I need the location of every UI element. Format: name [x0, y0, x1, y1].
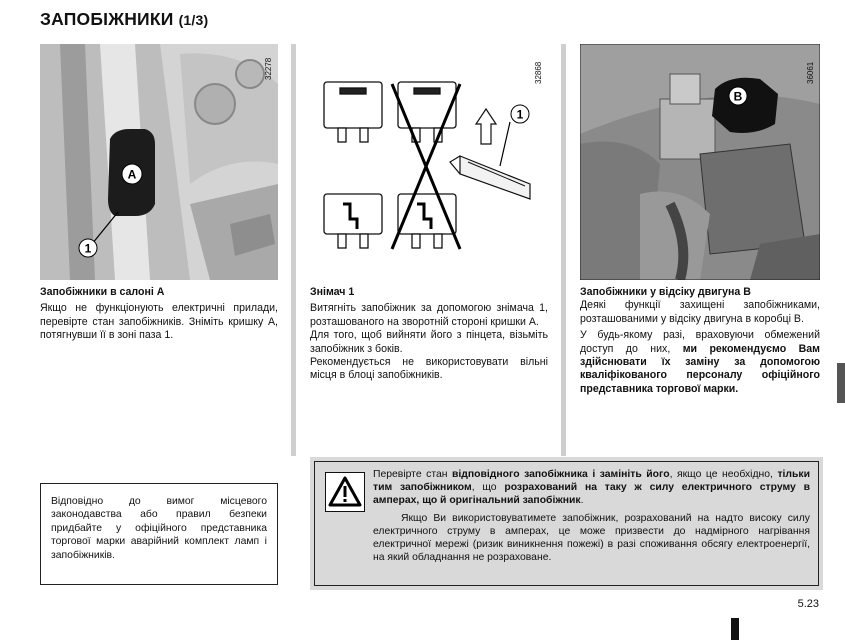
page-number: 5.23 [797, 598, 819, 610]
section-body: Якщо не функціонують електричні прилади, перевірте стан запобіжників. Зніміть кришку A, потягнувши її в зоні паза 1. [40, 302, 278, 342]
warning-text-bold: розрахований на таку ж силу електричного струму в амперах, що й оригінальний запобіжник [373, 482, 811, 507]
warning-box [310, 457, 823, 590]
warning-text-run: , що [471, 482, 505, 494]
notice-text: Відповідно до вимог місцевого законодавства або правил безпеки придбайте у офіційного представника торгової марки аварійний комплект ламп і запобіжників. [51, 496, 267, 561]
warning-text-run: Перевірте стан [373, 469, 453, 480]
page-title-text: ЗАПОБІЖНИКИ [40, 9, 174, 29]
figure-ref-code: 32868 [534, 61, 543, 84]
label-b: B [733, 89, 743, 104]
engine-fuse-figure [580, 44, 820, 280]
figure-ref-code: 32278 [264, 57, 273, 80]
engine-fuses-section [580, 286, 820, 396]
body-text-bold: ми рекомендуємо Вам здійснювати їх заміну за допомогою кваліфікованого персоналу офіційного представника торгової марки. [580, 342, 820, 395]
column-divider [561, 44, 566, 456]
warning-paragraph [373, 468, 810, 508]
interior-illustration [40, 44, 278, 280]
column-divider [291, 44, 296, 456]
fuse-puller-figure [310, 44, 548, 280]
page-title [40, 9, 208, 30]
warning-text-bold: відповідного запобіжника і замініть його [452, 469, 670, 480]
section-body: Для того, щоб вийняти його з пінцета, візьміть запобіжник з боків. [310, 329, 548, 355]
interior-fuses-section [40, 286, 278, 343]
section-tab [837, 363, 845, 403]
label-1: 1 [84, 241, 92, 256]
warning-triangle-icon [325, 472, 365, 512]
notice-box [40, 483, 278, 585]
interior-fuse-figure [40, 44, 278, 280]
puller-section [310, 286, 548, 383]
section-body: Рекомендується не використовувати вільні місця в блоці запобіжників. [310, 356, 548, 382]
warning-text-run: . [580, 495, 584, 507]
figure-ref-code: 36061 [806, 61, 815, 84]
engine-compartment-illustration [580, 44, 820, 280]
fuse-puller-illustration [310, 44, 548, 280]
section-heading: Запобіжники в салоні A [40, 286, 165, 298]
section-body [580, 329, 820, 396]
page-title-suffix: (1/3) [178, 12, 209, 28]
label-1: 1 [516, 107, 524, 122]
warning-text-bold: тільки тим запобіжником [373, 469, 811, 494]
label-a: A [127, 167, 137, 182]
warning-text [373, 468, 810, 568]
section-body: Витягніть запобіжник за допомогою знімача 1, розташованого на зворотній стороні кришки A. [310, 302, 548, 328]
body-text: У будь-якому разі, враховуючи обмежений доступ до них, [580, 329, 820, 355]
section-body: Деякі функції захищені запобіжниками, розташованими у відсіку двигуна в коробці B. [580, 299, 820, 325]
warning-frame [314, 461, 819, 586]
section-heading: Знімач 1 [310, 286, 355, 298]
warning-text-run: , якщо це необхідно, [669, 469, 778, 480]
warning-paragraph: Якщо Ви використовуватимете запобіжник, розрахований на надто високу силу електричного струму в амперах, це може призвести до надмірного нагрівання електричної мережі (ризик виникнення пожежі) в разі споживання обсягу електроенергії, на який обладнання не розраховане. [373, 512, 810, 564]
page-edge-mark [731, 618, 739, 640]
section-heading: Запобіжники у відсіку двигуна B [580, 286, 751, 298]
